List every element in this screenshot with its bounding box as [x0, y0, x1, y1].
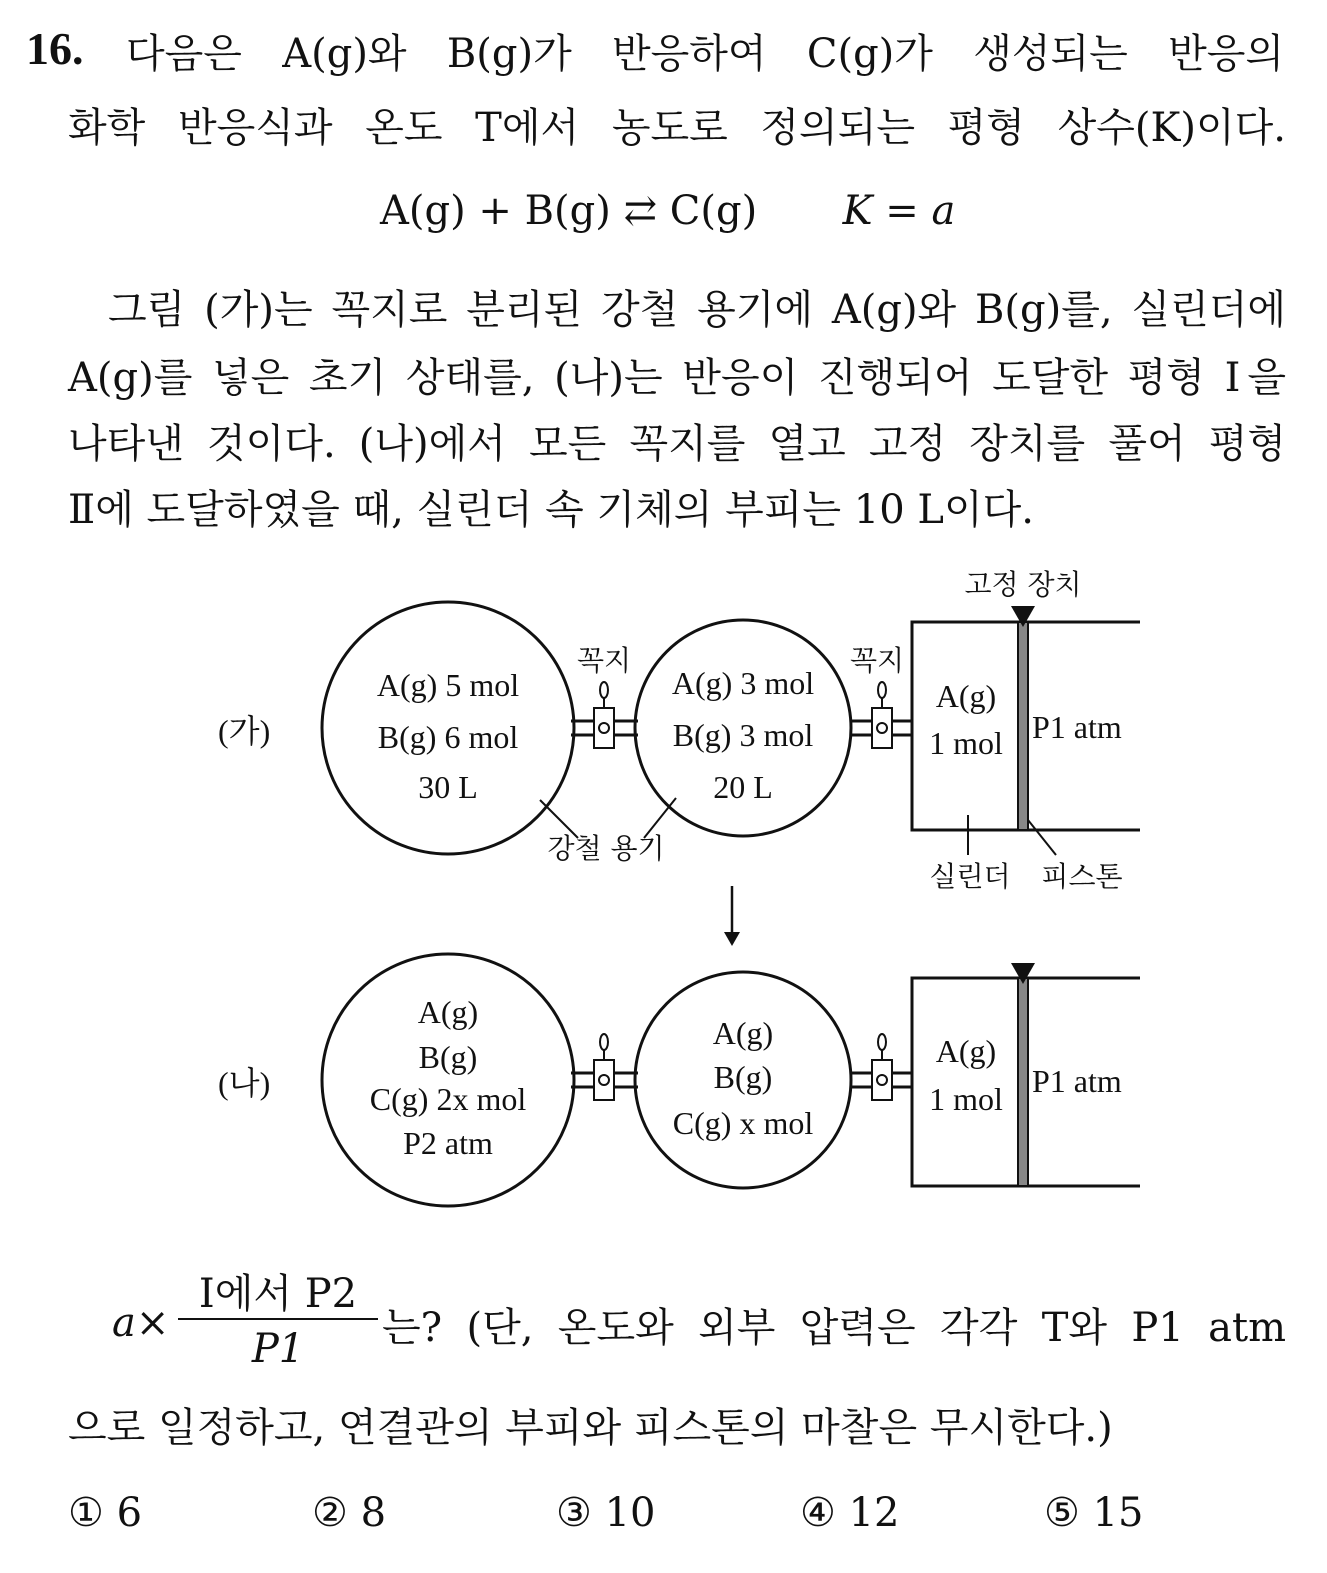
- equation-body: A(g) + B(g) ⇄ C(g): [380, 188, 758, 234]
- choice-4[interactable]: [800, 1490, 899, 1536]
- down-arrow-head: [724, 932, 740, 946]
- ga-cyl-gas: A(g): [935, 678, 997, 714]
- choice-mark: ①: [68, 1490, 104, 1536]
- para-line-2: A(g)를 넣은 초기 상태를, (나)는 반응이 진행되어 도달한 평형 Ⅰ을: [68, 355, 1286, 401]
- ask-denominator: P1: [251, 1326, 305, 1372]
- choice-1[interactable]: [68, 1490, 142, 1536]
- na-left-c: C(g) 2x mol: [369, 1081, 527, 1117]
- ga-left-vol: 30 L: [418, 769, 478, 805]
- steel-container-label: 강철 용기: [547, 832, 665, 865]
- na-mid-b: B(g): [713, 1059, 773, 1095]
- ask-line-2: 으로 일정하고, 연결관의 부피와 피스톤의 마찰은 무시한다.): [68, 1405, 1113, 1451]
- ga-mid-vol: 20 L: [713, 769, 773, 805]
- choice-2[interactable]: [312, 1490, 386, 1536]
- na-left-b: B(g): [418, 1039, 478, 1075]
- na-cyl-mol: 1 mol: [929, 1081, 1003, 1117]
- choice-value: 10: [604, 1490, 656, 1536]
- na-mid-a: A(g): [712, 1015, 774, 1051]
- na-left-p: P2 atm: [403, 1125, 493, 1161]
- equilibrium-constant: K = a: [842, 188, 956, 234]
- choice-mark: ②: [312, 1490, 348, 1536]
- valve-icon: [594, 1034, 614, 1100]
- question-number: 16.: [26, 23, 84, 74]
- choice-value: 15: [1092, 1490, 1144, 1536]
- ga-mid-b: B(g) 3 mol: [672, 717, 814, 753]
- choice-value: 12: [848, 1490, 900, 1536]
- na-mid-c: C(g) x mol: [672, 1105, 814, 1141]
- fraction-bar: [178, 1318, 378, 1320]
- fixing-device-label: 고정 장치: [964, 568, 1082, 601]
- ga-left-b: B(g) 6 mol: [377, 719, 519, 755]
- label-na: (나): [218, 1065, 271, 1101]
- na-cyl-gas: A(g): [935, 1033, 997, 1069]
- ga-mid-a: A(g) 3 mol: [671, 665, 815, 701]
- na-pressure: P1 atm: [1032, 1063, 1122, 1099]
- cylinder-label: 실린더: [929, 860, 1011, 893]
- ga-cyl-mol: 1 mol: [929, 725, 1003, 761]
- choice-mark: ④: [800, 1490, 836, 1536]
- valve-label-2: 꼭지: [849, 644, 905, 677]
- intro-line-2: 화학 반응식과 온도 T에서 농도로 정의되는 평형 상수(K)이다.: [68, 105, 1286, 151]
- ask-rest: 는? (단, 온도와 외부 압력은 각각 T와 P1 atm: [382, 1305, 1286, 1351]
- steel-vessel-left-na: [322, 954, 574, 1206]
- para-line-1: 그림 (가)는 꼭지로 분리된 강철 용기에 A(g)와 B(g)를, 실린더에: [108, 287, 1286, 333]
- na-left-a: A(g): [417, 994, 479, 1030]
- ga-left-a: A(g) 5 mol: [376, 667, 520, 703]
- valve-icon: [594, 682, 614, 748]
- choice-mark: ⑤: [1044, 1490, 1080, 1536]
- valve-icon: [872, 1034, 892, 1100]
- valve-icon: [872, 682, 892, 748]
- fixing-device-marker-ga: [1011, 606, 1035, 627]
- piston-ga: [1018, 622, 1028, 830]
- valve-label-1: 꼭지: [576, 644, 632, 677]
- piston-label: 피스톤: [1041, 860, 1123, 893]
- intro-line-1: 다음은 A(g)와 B(g)가 반응하여 C(g)가 생성되는 반응의: [126, 31, 1284, 77]
- choice-mark: ③: [556, 1490, 592, 1536]
- para-line-4: Ⅱ에 도달하였을 때, 실린더 속 기체의 부피는 10 L이다.: [68, 487, 1034, 533]
- choice-value: 8: [360, 1490, 387, 1536]
- choice-value: 6: [116, 1490, 143, 1536]
- ask-prefix: a×: [112, 1300, 170, 1346]
- label-ga: (가): [218, 713, 271, 749]
- ga-pressure: P1 atm: [1032, 709, 1122, 745]
- choice-3[interactable]: [556, 1490, 655, 1536]
- choice-5[interactable]: [1044, 1490, 1143, 1536]
- fixing-device-marker-na: [1011, 963, 1035, 984]
- para-line-3: 나타낸 것이다. (나)에서 모든 꼭지를 열고 고정 장치를 풀어 평형: [68, 421, 1286, 467]
- ask-numerator: Ⅰ에서 P2: [198, 1271, 358, 1317]
- piston-na: [1018, 978, 1028, 1186]
